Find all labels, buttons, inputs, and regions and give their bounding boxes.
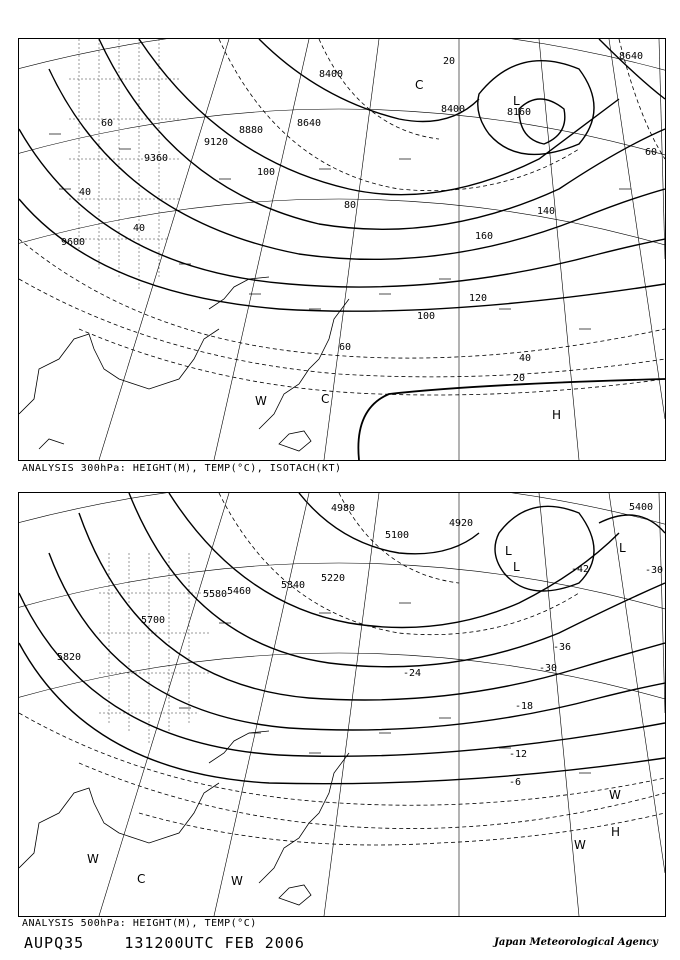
wind-barbs [179, 603, 591, 773]
height-label: 4980 [331, 503, 356, 514]
isotach-label: 40 [79, 187, 92, 198]
jet-boundary [358, 379, 665, 460]
height-label: 8160 [507, 107, 532, 118]
height-label: 5100 [385, 530, 410, 541]
warm-symbol: W [574, 838, 586, 852]
chart-identifier [24, 934, 305, 952]
warm-symbol: W [87, 852, 99, 866]
isotach-label: 160 [475, 231, 494, 242]
height-contours [19, 493, 665, 784]
temperature-contours [19, 493, 665, 845]
low-symbol: L [513, 94, 520, 108]
high-symbol: H [552, 408, 562, 422]
height-label: 5400 [629, 502, 654, 513]
height-label: 8640 [619, 51, 644, 62]
cold-symbol: C [137, 872, 146, 886]
valid-time: 131200UTC FEB 2006 [124, 934, 305, 952]
low-symbol: L [505, 544, 512, 558]
temp-label: -36 [553, 642, 572, 653]
height-label: 4920 [449, 518, 474, 529]
height-label: 9360 [144, 153, 169, 164]
caption-300hpa: ANALYSIS 300hPa: HEIGHT(M), TEMP(°C), ISOTACH(KT) [22, 463, 342, 474]
temp-label: -12 [509, 749, 528, 760]
map-300hpa-canvas [19, 39, 665, 460]
graticule [19, 39, 665, 460]
temp-label: -24 [403, 668, 422, 679]
height-label: 8640 [297, 118, 322, 129]
graticule [19, 493, 665, 916]
isotach-label: 100 [417, 311, 436, 322]
isotach-label: 20 [443, 56, 456, 67]
isotach-label: 60 [645, 147, 658, 158]
map-panel-500hpa [18, 492, 666, 917]
low-symbol: L [619, 541, 626, 555]
agency-credit: Japan Meteorological Agency [494, 937, 658, 948]
temp-label: -42 [571, 564, 590, 575]
height-label: 8880 [239, 125, 264, 136]
isotach-label: 20 [513, 373, 526, 384]
chart-code: AUPQ35 [24, 934, 85, 952]
warm-symbol: W [609, 788, 621, 802]
low-symbol: L [513, 560, 520, 574]
temp-label: -30 [645, 565, 664, 576]
cold-symbol: C [415, 78, 424, 92]
cold-hatch [99, 553, 209, 743]
height-label: 8400 [319, 69, 344, 80]
warm-symbol: W [231, 874, 243, 888]
map-500hpa-canvas [19, 493, 665, 916]
warm-symbol: W [255, 394, 267, 408]
coastlines [19, 731, 349, 905]
isotach-label: 60 [101, 118, 114, 129]
map-panel-300hpa [18, 38, 666, 461]
height-label: 5580 [203, 589, 228, 600]
isotach-label: 140 [537, 206, 556, 217]
height-label: 5460 [227, 586, 252, 597]
height-label: 5220 [321, 573, 346, 584]
height-label: 5700 [141, 615, 166, 626]
isotach-label: 40 [133, 223, 146, 234]
cold-hatch [69, 39, 179, 289]
temp-label: -6 [509, 777, 522, 788]
caption-500hpa: ANALYSIS 500hPa: HEIGHT(M), TEMP(°C) [22, 918, 257, 929]
height-label: 5340 [281, 580, 306, 591]
isotach-label: 120 [469, 293, 488, 304]
height-label: 9120 [204, 137, 229, 148]
height-label: 5820 [57, 652, 82, 663]
coastlines [19, 277, 352, 451]
temp-label: -30 [539, 663, 558, 674]
high-symbol: H [611, 825, 621, 839]
isotach-label: 60 [339, 342, 352, 353]
height-label: 9600 [61, 237, 86, 248]
isotach-label: 40 [519, 353, 532, 364]
isotach-label: 100 [257, 167, 276, 178]
cold-symbol: C [321, 392, 330, 406]
temp-label: -18 [515, 701, 534, 712]
isotach-label: 80 [344, 200, 357, 211]
height-label: 8400 [441, 104, 466, 115]
